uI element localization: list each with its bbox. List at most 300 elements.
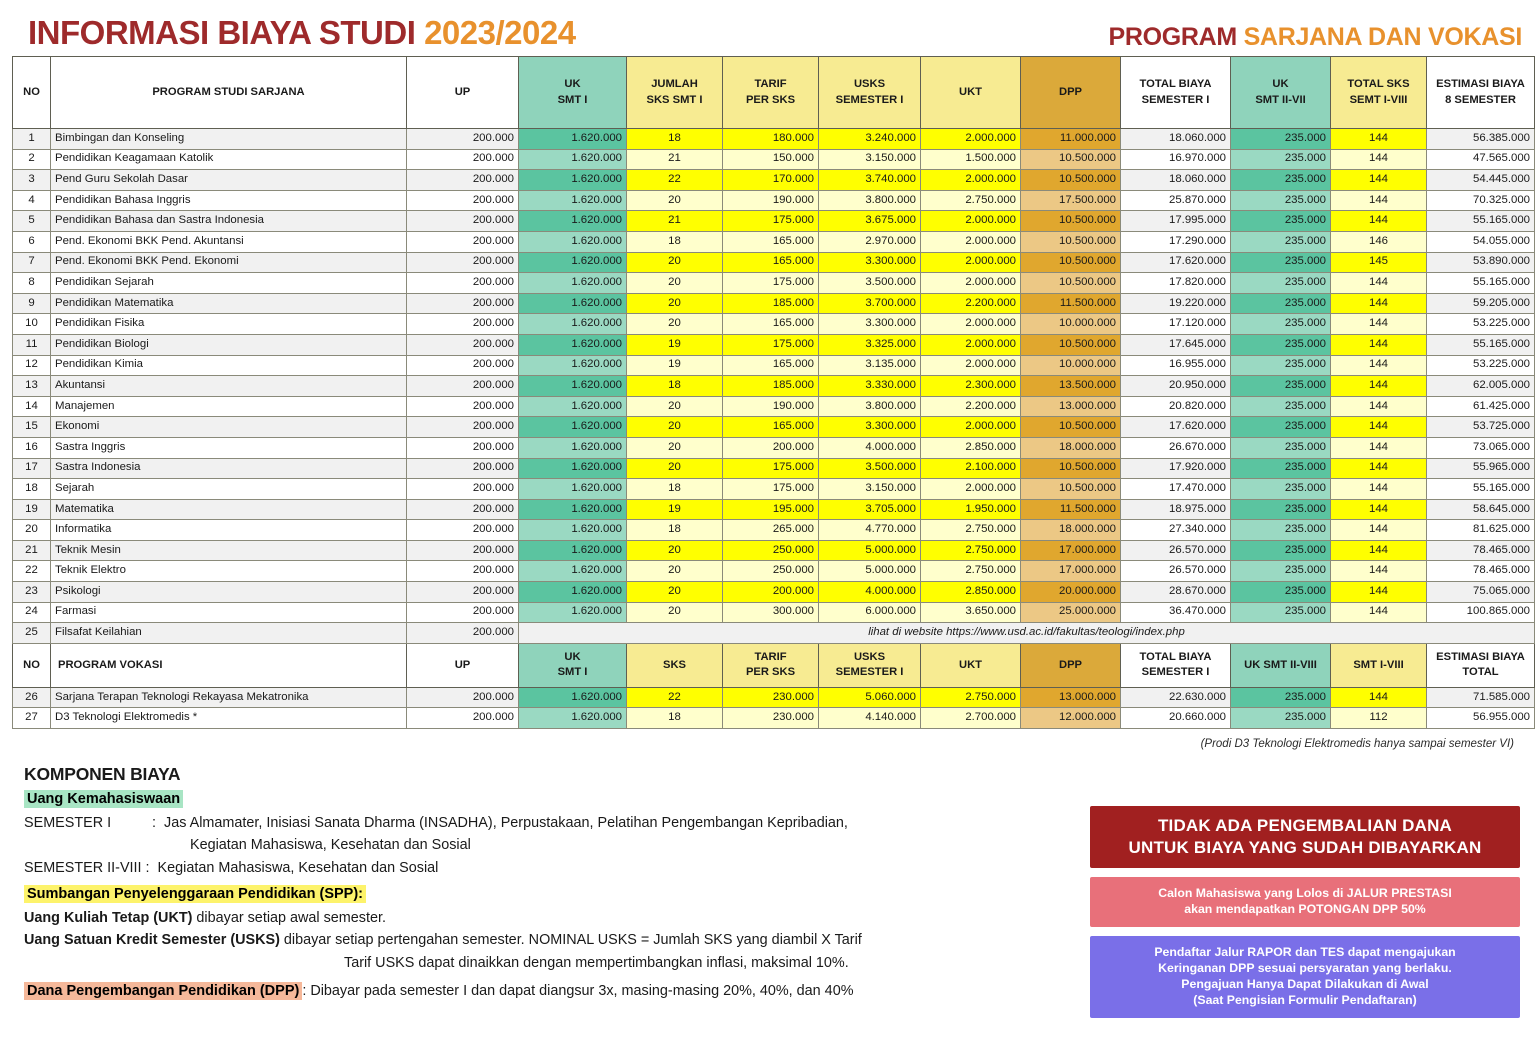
cell-sks: 19 xyxy=(627,355,723,376)
cell-ukt: 2.000.000 xyxy=(921,314,1021,335)
table-row xyxy=(13,314,1535,335)
table-row xyxy=(13,293,1535,314)
cell-dpp: 17.500.000 xyxy=(1021,190,1121,211)
table-row xyxy=(13,396,1535,417)
cell-sks: 20 xyxy=(627,252,723,273)
cell-prodi: Pendidikan Sejarah xyxy=(51,273,407,294)
cell-tarif: 165.000 xyxy=(723,355,819,376)
cell-sks: 18 xyxy=(627,129,723,150)
cell-usks: 3.800.000 xyxy=(819,190,921,211)
cell-tsks: 144 xyxy=(1331,417,1427,438)
cell-up: 200.000 xyxy=(407,458,519,479)
cell-no: 7 xyxy=(13,252,51,273)
cell-up: 200.000 xyxy=(407,437,519,458)
cell-up: 200.000 xyxy=(407,499,519,520)
cell-uk1: 1.620.000 xyxy=(519,170,627,191)
table-row xyxy=(13,499,1535,520)
cell-uk27: 235.000 xyxy=(1231,708,1331,729)
cell-dpp: 11.500.000 xyxy=(1021,293,1121,314)
cell-sks: 20 xyxy=(627,437,723,458)
cell-up: 200.000 xyxy=(407,149,519,170)
cell-ukt: 2.000.000 xyxy=(921,417,1021,438)
cell-up: 200.000 xyxy=(407,170,519,191)
cell-tarif: 195.000 xyxy=(723,499,819,520)
cell-prodi: Akuntansi xyxy=(51,376,407,397)
cell-dpp: 10.500.000 xyxy=(1021,170,1121,191)
cell-prodi: Pendidikan Keagamaan Katolik xyxy=(51,149,407,170)
cell-no: 12 xyxy=(13,355,51,376)
cell-no: 19 xyxy=(13,499,51,520)
dpp-label: Dana Pengembangan Pendidikan (DPP) xyxy=(24,982,302,1000)
cell-prodi: Sastra Inggris xyxy=(51,437,407,458)
semester2-8-line xyxy=(24,857,1072,879)
cell-dpp: 17.000.000 xyxy=(1021,540,1121,561)
cell-ukt: 2.100.000 xyxy=(921,458,1021,479)
cell-est: 55.965.000 xyxy=(1427,458,1535,479)
cell-prodi: Informatika xyxy=(51,520,407,541)
cell-sks: 20 xyxy=(627,314,723,335)
usks-term: Uang Satuan Kredit Semester (USKS) xyxy=(24,932,280,949)
cell-no: 6 xyxy=(13,231,51,252)
cell-uk1: 1.620.000 xyxy=(519,582,627,603)
cell-ukt: 2.300.000 xyxy=(921,376,1021,397)
cell-tsks: 144 xyxy=(1331,293,1427,314)
table-row xyxy=(13,170,1535,191)
cell-ukt: 2.000.000 xyxy=(921,231,1021,252)
table-row xyxy=(13,520,1535,541)
cell-no: 26 xyxy=(13,687,51,708)
notice-no-refund-line2: UNTUK BIAYA YANG SUDAH DIBAYARKAN xyxy=(1128,838,1482,858)
cell-tsks: 146 xyxy=(1331,231,1427,252)
cell-sks: 18 xyxy=(627,479,723,500)
cell-uk27: 235.000 xyxy=(1231,293,1331,314)
col-header-estimasi-biaya: ESTIMASI BIAYA 8 SEMESTER xyxy=(1427,57,1535,129)
cell-tarif: 300.000 xyxy=(723,602,819,623)
cell-est: 47.565.000 xyxy=(1427,149,1535,170)
cell-usks: 3.150.000 xyxy=(819,149,921,170)
semester1-line xyxy=(24,812,1072,834)
cell-up: 200.000 xyxy=(407,293,519,314)
table-row xyxy=(13,129,1535,150)
cell-tarif: 250.000 xyxy=(723,561,819,582)
cell-usks: 3.740.000 xyxy=(819,170,921,191)
ukt-description: dibayar setiap awal semester. xyxy=(192,910,386,927)
cell-up: 200.000 xyxy=(407,708,519,729)
cell-dpp: 13.000.000 xyxy=(1021,396,1121,417)
cell-uk1: 1.620.000 xyxy=(519,687,627,708)
cell-tarif: 165.000 xyxy=(723,314,819,335)
cell-sks: 20 xyxy=(627,396,723,417)
sarjana-rows xyxy=(13,129,1535,623)
cell-tbs: 36.470.000 xyxy=(1121,602,1231,623)
notice-jalur-prestasi-line1: Calon Mahasiswa yang Lolos di JALUR PRESTASI xyxy=(1158,886,1452,901)
table-row xyxy=(13,355,1535,376)
cell-dpp: 11.000.000 xyxy=(1021,129,1121,150)
filsafat-note-section xyxy=(13,623,1535,644)
cell-tbs: 17.470.000 xyxy=(1121,479,1231,500)
cell-est: 53.225.000 xyxy=(1427,314,1535,335)
cell-no: 24 xyxy=(13,602,51,623)
cell-tarif: 200.000 xyxy=(723,437,819,458)
semester1-text-line2: Kegiatan Mahasiswa, Kesehatan dan Sosial xyxy=(190,837,471,854)
cell-est: 55.165.000 xyxy=(1427,334,1535,355)
cell-up: 200.000 xyxy=(407,602,519,623)
cell-tsks: 144 xyxy=(1331,437,1427,458)
cell-no: 14 xyxy=(13,396,51,417)
cell-prodi: Pend. Ekonomi BKK Pend. Ekonomi xyxy=(51,252,407,273)
cell-up: 200.000 xyxy=(407,561,519,582)
cell-dpp: 10.500.000 xyxy=(1021,149,1121,170)
cell-up: 200.000 xyxy=(407,211,519,232)
uang-kemahasiswaan-group xyxy=(24,790,1072,879)
cell-sks: 18 xyxy=(627,708,723,729)
cell-uk1: 1.620.000 xyxy=(519,520,627,541)
cell-est: 59.205.000 xyxy=(1427,293,1535,314)
vok-col-header-usks: USKS SEMESTER I xyxy=(819,643,921,687)
cell-tbs: 16.955.000 xyxy=(1121,355,1231,376)
table-row xyxy=(13,582,1535,603)
cell-up: 200.000 xyxy=(407,687,519,708)
cell-uk27: 235.000 xyxy=(1231,499,1331,520)
vok-col-header-prodi: PROGRAM VOKASI xyxy=(51,643,407,687)
cell-tsks: 144 xyxy=(1331,149,1427,170)
cell-tarif: 200.000 xyxy=(723,582,819,603)
cell-tbs: 17.820.000 xyxy=(1121,273,1231,294)
cell-uk1: 1.620.000 xyxy=(519,417,627,438)
col-header-uk-smt2-7: UK SMT II-VII xyxy=(1231,57,1331,129)
cell-tsks: 144 xyxy=(1331,334,1427,355)
cell-tsks: 144 xyxy=(1331,520,1427,541)
cell-sks: 20 xyxy=(627,293,723,314)
cell-up: 200.000 xyxy=(407,376,519,397)
cell-tsks: 144 xyxy=(1331,170,1427,191)
cell-tarif: 230.000 xyxy=(723,708,819,729)
cell-tarif: 265.000 xyxy=(723,520,819,541)
cell-tarif: 175.000 xyxy=(723,334,819,355)
cell-uk1: 1.620.000 xyxy=(519,211,627,232)
cell-est: 53.890.000 xyxy=(1427,252,1535,273)
cell-uk27: 235.000 xyxy=(1231,479,1331,500)
cost-table xyxy=(12,56,1535,729)
cell-est: 55.165.000 xyxy=(1427,479,1535,500)
cell-uk27: 235.000 xyxy=(1231,314,1331,335)
table-row xyxy=(13,273,1535,294)
cell-dpp: 10.500.000 xyxy=(1021,458,1121,479)
vok-col-header-no: NO xyxy=(13,643,51,687)
cell-prodi: Manajemen xyxy=(51,396,407,417)
cell-prodi: Pendidikan Fisika xyxy=(51,314,407,335)
cell-tarif: 230.000 xyxy=(723,687,819,708)
semester1-colon: : xyxy=(152,815,156,832)
cell-tarif: 170.000 xyxy=(723,170,819,191)
cell-ukt: 1.950.000 xyxy=(921,499,1021,520)
cell-ukt: 2.000.000 xyxy=(921,355,1021,376)
col-header-total-biaya-sem1: TOTAL BIAYA SEMESTER I xyxy=(1121,57,1231,129)
cell-sks: 19 xyxy=(627,334,723,355)
table-row xyxy=(13,437,1535,458)
title-academic-year: 2023/2024 xyxy=(424,14,576,51)
cell-est: 54.445.000 xyxy=(1427,170,1535,191)
cell-prodi: Pend Guru Sekolah Dasar xyxy=(51,170,407,191)
uang-kemahasiswaan-label: Uang Kemahasiswaan xyxy=(24,790,183,808)
cell-dpp: 10.000.000 xyxy=(1021,355,1121,376)
cell-uk27: 235.000 xyxy=(1231,252,1331,273)
cell-uk27: 235.000 xyxy=(1231,396,1331,417)
cell-no: 21 xyxy=(13,540,51,561)
cell-tarif: 250.000 xyxy=(723,540,819,561)
cell-uk27: 235.000 xyxy=(1231,417,1331,438)
cell-up: 200.000 xyxy=(407,273,519,294)
cell-ukt: 2.000.000 xyxy=(921,129,1021,150)
table-header xyxy=(13,57,1535,129)
cell-dpp: 13.500.000 xyxy=(1021,376,1121,397)
cell-tsks: 144 xyxy=(1331,211,1427,232)
cell-tbs: 17.995.000 xyxy=(1121,211,1231,232)
cell-uk27: 235.000 xyxy=(1231,149,1331,170)
table-row xyxy=(13,417,1535,438)
cell-tbs: 17.645.000 xyxy=(1121,334,1231,355)
cell-est: 78.465.000 xyxy=(1427,561,1535,582)
cell-no: 5 xyxy=(13,211,51,232)
cell-uk1: 1.620.000 xyxy=(519,479,627,500)
cell-uk27: 235.000 xyxy=(1231,129,1331,150)
cell-tsks: 144 xyxy=(1331,561,1427,582)
cell-tarif: 180.000 xyxy=(723,129,819,150)
cell-no: 4 xyxy=(13,190,51,211)
table-row xyxy=(13,231,1535,252)
cell-uk1: 1.620.000 xyxy=(519,376,627,397)
cell-sks: 20 xyxy=(627,561,723,582)
komponen-heading: KOMPONEN BIAYA xyxy=(24,764,181,785)
cell-prodi: Psikologi xyxy=(51,582,407,603)
cell-no: 23 xyxy=(13,582,51,603)
cell-tsks: 144 xyxy=(1331,687,1427,708)
ukt-term: Uang Kuliah Tetap (UKT) xyxy=(24,910,193,927)
cell-usks: 5.060.000 xyxy=(819,687,921,708)
cell-no: 22 xyxy=(13,561,51,582)
cell-tsks: 144 xyxy=(1331,314,1427,335)
cell-sks: 20 xyxy=(627,540,723,561)
cell-uk1: 1.620.000 xyxy=(519,458,627,479)
cell-prodi: Pendidikan Biologi xyxy=(51,334,407,355)
cell-tarif: 185.000 xyxy=(723,293,819,314)
cell-ukt: 2.000.000 xyxy=(921,252,1021,273)
cell-ukt: 2.000.000 xyxy=(921,170,1021,191)
notice-no-refund-line1: TIDAK ADA PENGEMBALIAN DANA xyxy=(1157,816,1453,836)
cell-est: 58.645.000 xyxy=(1427,499,1535,520)
cell-usks: 3.300.000 xyxy=(819,417,921,438)
cell-sks: 20 xyxy=(627,273,723,294)
cell-prodi: Pendidikan Bahasa dan Sastra Indonesia xyxy=(51,211,407,232)
cell-uk1: 1.620.000 xyxy=(519,355,627,376)
cell-usks: 3.330.000 xyxy=(819,376,921,397)
cell-no: 11 xyxy=(13,334,51,355)
cell-ukt: 2.750.000 xyxy=(921,540,1021,561)
cell-tsks: 144 xyxy=(1331,540,1427,561)
cell-dpp: 10.500.000 xyxy=(1021,334,1121,355)
komponen-biaya-section xyxy=(24,764,1072,1027)
cell-tarif: 175.000 xyxy=(723,458,819,479)
cell-prodi: Pendidikan Matematika xyxy=(51,293,407,314)
cell-prodi: Ekonomi xyxy=(51,417,407,438)
vokasi-footnote: (Prodi D3 Teknologi Elektromedis hanya sampai semester VI) xyxy=(1200,738,1514,751)
cell-sks: 22 xyxy=(627,687,723,708)
table-row xyxy=(13,149,1535,170)
cell-up: 200.000 xyxy=(407,334,519,355)
col-header-tarif-per-sks: TARIF PER SKS xyxy=(723,57,819,129)
cell-tsks: 144 xyxy=(1331,458,1427,479)
table-row xyxy=(13,334,1535,355)
cell-up: 200.000 xyxy=(407,582,519,603)
cell-usks: 3.500.000 xyxy=(819,273,921,294)
cell-prodi: Bimbingan dan Konseling xyxy=(51,129,407,150)
cell-tbs: 17.920.000 xyxy=(1121,458,1231,479)
page-title xyxy=(28,14,576,52)
semester2-8-label: SEMESTER II-VIII : xyxy=(24,859,150,876)
spp-label: Sumbangan Penyelenggaraan Pendidikan (SPP): xyxy=(24,885,366,903)
cell-uk1: 1.620.000 xyxy=(519,273,627,294)
cell-ukt: 3.650.000 xyxy=(921,602,1021,623)
cell-tarif: 175.000 xyxy=(723,211,819,232)
col-header-uk-smt1: UK SMT I xyxy=(519,57,627,129)
cell-uk1: 1.620.000 xyxy=(519,231,627,252)
cell-dpp: 18.000.000 xyxy=(1021,437,1121,458)
cell-usks: 5.000.000 xyxy=(819,561,921,582)
vok-col-header-total-biaya-sem1: TOTAL BIAYA SEMESTER I xyxy=(1121,643,1231,687)
notice-rapor-line1: Pendaftar Jalur RAPOR dan TES dapat mengajukan xyxy=(1154,945,1456,960)
cell-tsks: 144 xyxy=(1331,499,1427,520)
cell-dpp: 11.500.000 xyxy=(1021,499,1121,520)
cell-prodi: Pendidikan Bahasa Inggris xyxy=(51,190,407,211)
cell-no: 27 xyxy=(13,708,51,729)
cell-tbs: 16.970.000 xyxy=(1121,149,1231,170)
table-row xyxy=(13,458,1535,479)
cell-tarif: 190.000 xyxy=(723,396,819,417)
cell-est: 55.165.000 xyxy=(1427,273,1535,294)
cell-prodi: Teknik Mesin xyxy=(51,540,407,561)
cell-est: 56.385.000 xyxy=(1427,129,1535,150)
cell-est: 73.065.000 xyxy=(1427,437,1535,458)
cell-no: 15 xyxy=(13,417,51,438)
cell-ukt: 2.750.000 xyxy=(921,190,1021,211)
program-title-main: PROGRAM xyxy=(1108,23,1244,51)
cell-est: 78.465.000 xyxy=(1427,540,1535,561)
cell-ukt: 2.700.000 xyxy=(921,708,1021,729)
notice-rapor-line4: (Saat Pengisian Formulir Pendaftaran) xyxy=(1193,993,1417,1008)
cell-usks: 2.970.000 xyxy=(819,231,921,252)
cell-dpp: 10.000.000 xyxy=(1021,314,1121,335)
cell-tbs: 20.660.000 xyxy=(1121,708,1231,729)
spp-group xyxy=(24,885,1072,974)
cell-sks: 20 xyxy=(627,190,723,211)
cell-up: 200.000 xyxy=(407,623,519,644)
cell-uk27: 235.000 xyxy=(1231,540,1331,561)
cell-sks: 21 xyxy=(627,149,723,170)
cell-tbs: 17.620.000 xyxy=(1121,252,1231,273)
cell-tbs: 26.570.000 xyxy=(1121,540,1231,561)
program-title-accent: SARJANA DAN VOKASI xyxy=(1243,23,1522,51)
cell-uk27: 235.000 xyxy=(1231,355,1331,376)
cell-no: 3 xyxy=(13,170,51,191)
col-header-total-sks: TOTAL SKS SEMT I-VIII xyxy=(1331,57,1427,129)
cell-est: 71.585.000 xyxy=(1427,687,1535,708)
program-title xyxy=(1108,23,1522,52)
cell-ukt: 2.200.000 xyxy=(921,396,1021,417)
notice-jalur-prestasi xyxy=(1090,877,1520,927)
cell-uk27: 235.000 xyxy=(1231,211,1331,232)
notice-jalur-prestasi-line2: akan mendapatkan POTONGAN DPP 50% xyxy=(1184,902,1426,917)
cell-uk1: 1.620.000 xyxy=(519,334,627,355)
table-row xyxy=(13,190,1535,211)
cell-ukt: 2.750.000 xyxy=(921,687,1021,708)
cell-tbs: 22.630.000 xyxy=(1121,687,1231,708)
cell-usks: 3.800.000 xyxy=(819,396,921,417)
cell-tarif: 165.000 xyxy=(723,231,819,252)
cell-tbs: 26.670.000 xyxy=(1121,437,1231,458)
cell-ukt: 2.000.000 xyxy=(921,334,1021,355)
cell-no: 10 xyxy=(13,314,51,335)
cell-website-note: lihat di website https://www.usd.ac.id/fakultas/teologi/index.php xyxy=(519,623,1535,644)
cell-prodi: Sarjana Terapan Teknologi Rekayasa Mekatronika xyxy=(51,687,407,708)
cell-uk1: 1.620.000 xyxy=(519,190,627,211)
cell-est: 53.225.000 xyxy=(1427,355,1535,376)
cell-tarif: 165.000 xyxy=(723,252,819,273)
vokasi-header-section xyxy=(13,643,1535,687)
table-row xyxy=(13,602,1535,623)
cell-tsks: 144 xyxy=(1331,355,1427,376)
cell-no: 25 xyxy=(13,623,51,644)
cell-prodi: Sastra Indonesia xyxy=(51,458,407,479)
cell-sks: 20 xyxy=(627,582,723,603)
notice-boxes xyxy=(1090,764,1520,1027)
table-row xyxy=(13,252,1535,273)
cell-no: 18 xyxy=(13,479,51,500)
cell-sks: 20 xyxy=(627,458,723,479)
cell-up: 200.000 xyxy=(407,520,519,541)
vok-col-header-tarif-per-sks: TARIF PER SKS xyxy=(723,643,819,687)
cell-uk27: 235.000 xyxy=(1231,458,1331,479)
cell-est: 75.065.000 xyxy=(1427,582,1535,603)
cell-uk1: 1.620.000 xyxy=(519,602,627,623)
cell-ukt: 2.750.000 xyxy=(921,561,1021,582)
cell-est: 54.055.000 xyxy=(1427,231,1535,252)
notice-rapor-line2: Keringanan DPP sesuai persyaratan yang berlaku. xyxy=(1158,961,1452,976)
table-row xyxy=(13,479,1535,500)
cell-uk1: 1.620.000 xyxy=(519,437,627,458)
cell-up: 200.000 xyxy=(407,252,519,273)
cell-tarif: 165.000 xyxy=(723,417,819,438)
cell-ukt: 2.850.000 xyxy=(921,437,1021,458)
usks-description: dibayar setiap pertengahan semester. NOMINAL USKS = Jumlah SKS yang diambil X Tarif xyxy=(279,932,862,949)
cell-usks: 3.135.000 xyxy=(819,355,921,376)
cell-no: 16 xyxy=(13,437,51,458)
ukt-line xyxy=(24,907,1072,929)
cell-prodi: Farmasi xyxy=(51,602,407,623)
cell-uk27: 235.000 xyxy=(1231,437,1331,458)
cell-uk1: 1.620.000 xyxy=(519,252,627,273)
cell-usks: 3.500.000 xyxy=(819,458,921,479)
cell-usks: 3.240.000 xyxy=(819,129,921,150)
cell-est: 70.325.000 xyxy=(1427,190,1535,211)
table-row xyxy=(13,687,1535,708)
semester1-text-line1: Jas Almamater, Inisiasi Sanata Dharma (INSADHA), Perpustakaan, Pelatihan Pengembangan Kepribadian, xyxy=(164,815,848,832)
cell-up: 200.000 xyxy=(407,314,519,335)
cell-up: 200.000 xyxy=(407,190,519,211)
vok-col-header-dpp: DPP xyxy=(1021,643,1121,687)
cell-tsks: 144 xyxy=(1331,582,1427,603)
cell-tsks: 145 xyxy=(1331,252,1427,273)
cell-tsks: 144 xyxy=(1331,396,1427,417)
